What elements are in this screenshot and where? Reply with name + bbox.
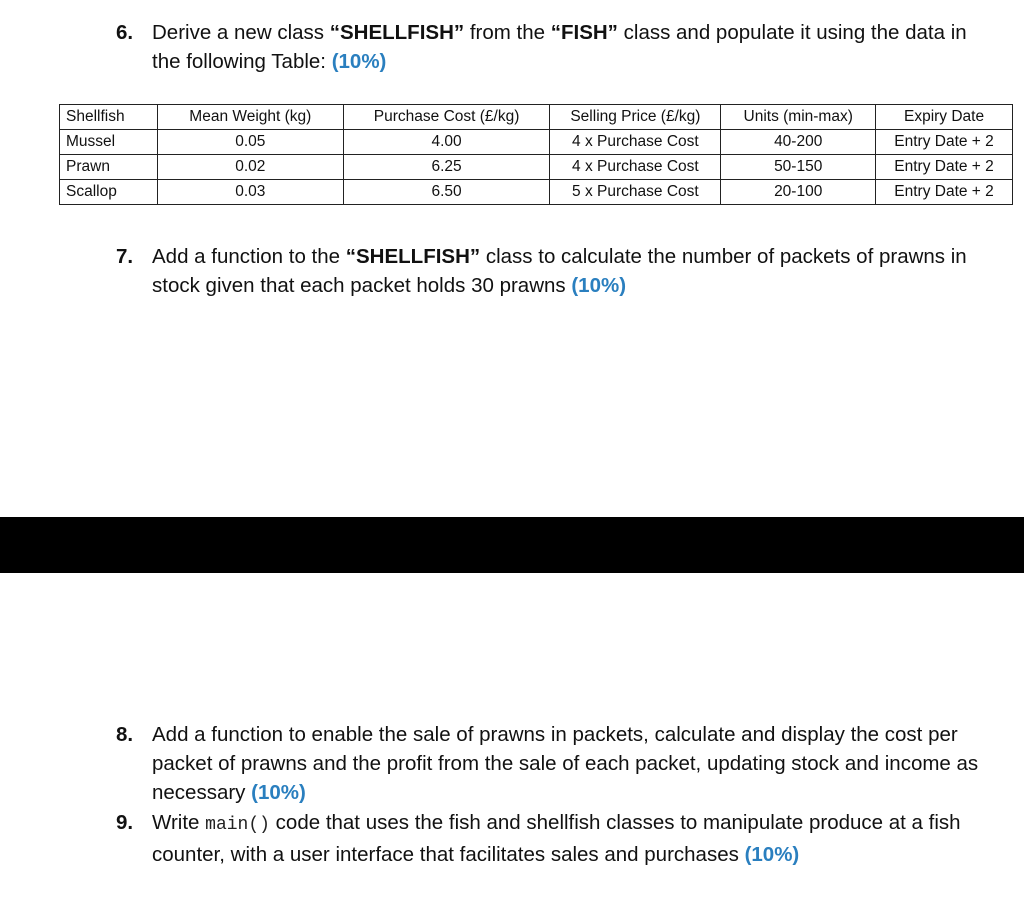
table-cell: 5 x Purchase Cost xyxy=(550,180,721,205)
question-text xyxy=(152,242,996,300)
table-cell: Scallop xyxy=(60,180,158,205)
shellfish-table xyxy=(59,104,1013,205)
redaction-bar xyxy=(0,517,1024,573)
mark-percentage: (10%) xyxy=(331,50,387,73)
question-text xyxy=(152,720,996,807)
question-number: 7. xyxy=(116,245,134,268)
table-cell: 4 x Purchase Cost xyxy=(550,155,721,180)
code-snippet: main() xyxy=(205,815,270,835)
table-cell: 0.05 xyxy=(157,130,343,155)
column-header: Expiry Date xyxy=(876,105,1013,130)
text-segment: from the xyxy=(464,21,551,44)
table-header-row xyxy=(60,105,1013,130)
table-cell: Entry Date + 2 xyxy=(876,155,1013,180)
table-cell: 4 x Purchase Cost xyxy=(550,130,721,155)
text-segment: Add a function to enable the sale of prawns in packets, calculate and display the cost per packet of prawns and the profit from the sale of each packet, updating stock and income as necessary xyxy=(152,723,979,804)
text-segment: Derive a new class xyxy=(152,21,330,44)
table-cell: 50-150 xyxy=(721,155,876,180)
question-number: 6. xyxy=(116,21,134,44)
table-cell: 6.25 xyxy=(343,155,550,180)
class-name: “FISH” xyxy=(550,21,618,44)
mark-percentage: (10%) xyxy=(251,781,306,804)
column-header: Mean Weight (kg) xyxy=(157,105,343,130)
table-cell: 0.03 xyxy=(157,180,343,205)
table-cell: 0.02 xyxy=(157,155,343,180)
class-name: “SHELLFISH” xyxy=(329,21,465,44)
column-header: Shellfish xyxy=(60,105,158,130)
column-header: Selling Price (£/kg) xyxy=(550,105,721,130)
table-cell: Mussel xyxy=(60,130,158,155)
text-segment: Write xyxy=(152,811,206,834)
question-9 xyxy=(116,808,996,869)
class-name: “SHELLFISH” xyxy=(345,245,481,268)
question-number: 8. xyxy=(116,723,134,746)
table-row xyxy=(60,130,1013,155)
column-header: Units (min-max) xyxy=(721,105,876,130)
question-text xyxy=(152,808,996,869)
mark-percentage: (10%) xyxy=(571,274,627,297)
question-7 xyxy=(116,242,996,300)
table-cell: Entry Date + 2 xyxy=(876,130,1013,155)
table-cell: 40-200 xyxy=(721,130,876,155)
table-cell: Entry Date + 2 xyxy=(876,180,1013,205)
text-segment: Add a function to the xyxy=(152,245,346,268)
table-cell: 20-100 xyxy=(721,180,876,205)
table-cell: 6.50 xyxy=(343,180,550,205)
table-cell: 4.00 xyxy=(343,130,550,155)
column-header: Purchase Cost (£/kg) xyxy=(343,105,550,130)
mark-percentage: (10%) xyxy=(744,843,800,866)
question-6 xyxy=(116,18,996,76)
question-8 xyxy=(116,720,996,807)
text-segment: class and populate it using the data in the following Table: xyxy=(152,21,967,73)
question-text xyxy=(152,18,996,76)
text-segment: class to calculate the number of packets of prawns in stock given that each packet holds 30 prawns xyxy=(152,245,967,297)
table-row xyxy=(60,180,1013,205)
table-cell: Prawn xyxy=(60,155,158,180)
text-segment: code that uses the fish and shellfish classes to manipulate produce at a fish counter, with a user interface that facilitates sales and purchases xyxy=(152,811,961,866)
question-number: 9. xyxy=(116,811,134,834)
table-row xyxy=(60,155,1013,180)
